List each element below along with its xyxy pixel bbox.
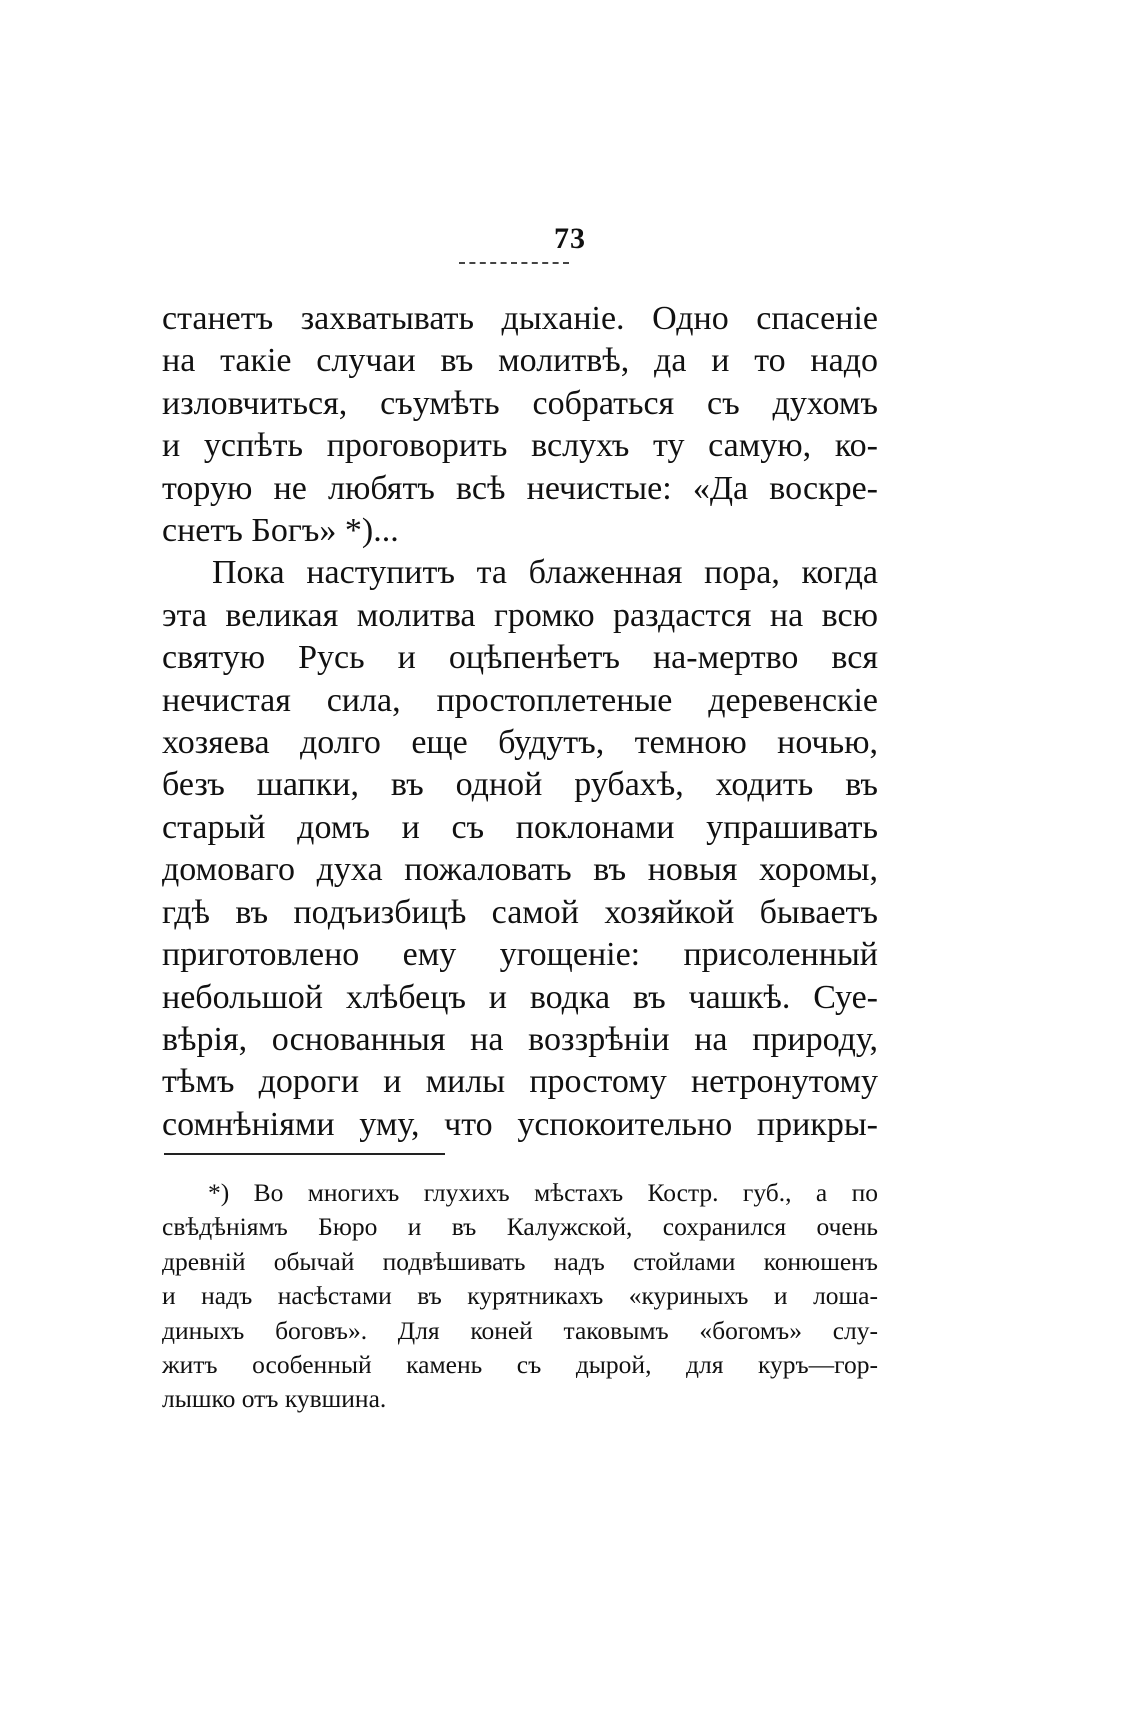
text-line: и успѣть проговорить вслухъ ту самую, ко- xyxy=(162,427,878,465)
text-line: вѣрія, основанныя на воззрѣніи на природу, xyxy=(162,1020,878,1058)
text-line: снетъ Богъ» *)... xyxy=(162,512,399,550)
footnote-line: диныхъ боговъ». Для коней таковымъ «богомъ» слу- xyxy=(162,1315,878,1345)
text-line: хозяева долго еще будутъ, темною ночью, xyxy=(162,724,878,762)
text-line: старый домъ и съ поклонами упрашивать xyxy=(162,808,878,846)
text-line: гдѣ въ подъизбицѣ самой хозяйкой бываетъ xyxy=(162,893,878,931)
text-line: на такіе случаи въ молитвѣ, да и то надо xyxy=(162,342,878,380)
main-text xyxy=(162,298,878,1146)
text-line: сомнѣніями уму, что успокоительно прикры- xyxy=(162,1105,878,1143)
text-line: приготовлено ему угощеніе: присоленный xyxy=(162,936,878,974)
text-line: небольшой хлѣбецъ и водка въ чашкѣ. Суе- xyxy=(162,978,878,1016)
text-line: домоваго духа пожаловать въ новыя хоромы, xyxy=(162,851,878,889)
footnote-rule xyxy=(164,1153,445,1155)
footnote-line: и надъ насѣстами въ курятникахъ «куриныхъ и лоша- xyxy=(162,1281,878,1311)
page-number: 73 xyxy=(554,222,586,255)
text-line: эта великая молитва громко раздастся на всю xyxy=(162,596,878,634)
text-line: Пока наступитъ та блаженная пора, когда xyxy=(212,554,878,592)
footnote-line: древній обычай подвѣшивать надъ стойлами конюшенъ xyxy=(162,1246,878,1276)
page-number-rule xyxy=(459,262,569,264)
footnote xyxy=(162,1176,878,1417)
text-line: изловчиться, съумѣть собраться съ духомъ xyxy=(162,384,878,422)
text-line: станетъ захватывать дыханіе. Одно спасеніе xyxy=(162,300,878,337)
text-line: тѣмъ дороги и милы простому нетронутому xyxy=(162,1063,878,1101)
footnote-line: лышко отъ кувшина. xyxy=(162,1384,387,1414)
text-line: нечистая сила, простоплетеные деревенскіе xyxy=(162,681,878,719)
text-line: святую Русь и оцѣпенѣетъ на-мертво вся xyxy=(162,639,878,677)
footnote-line: житъ особенный камень съ дырой, для куръ—гор- xyxy=(162,1350,878,1380)
text-line: торую не любятъ всѣ нечистые: «Да воскре- xyxy=(162,469,878,507)
footnote-line: *) Во многихъ глухихъ мѣстахъ Костр. губ., а по xyxy=(208,1178,878,1207)
text-line: безъ шапки, въ одной рубахѣ, ходить въ xyxy=(162,766,878,804)
footnote-line: свѣдѣніямъ Бюро и въ Калужской, сохранился очень xyxy=(162,1212,878,1242)
